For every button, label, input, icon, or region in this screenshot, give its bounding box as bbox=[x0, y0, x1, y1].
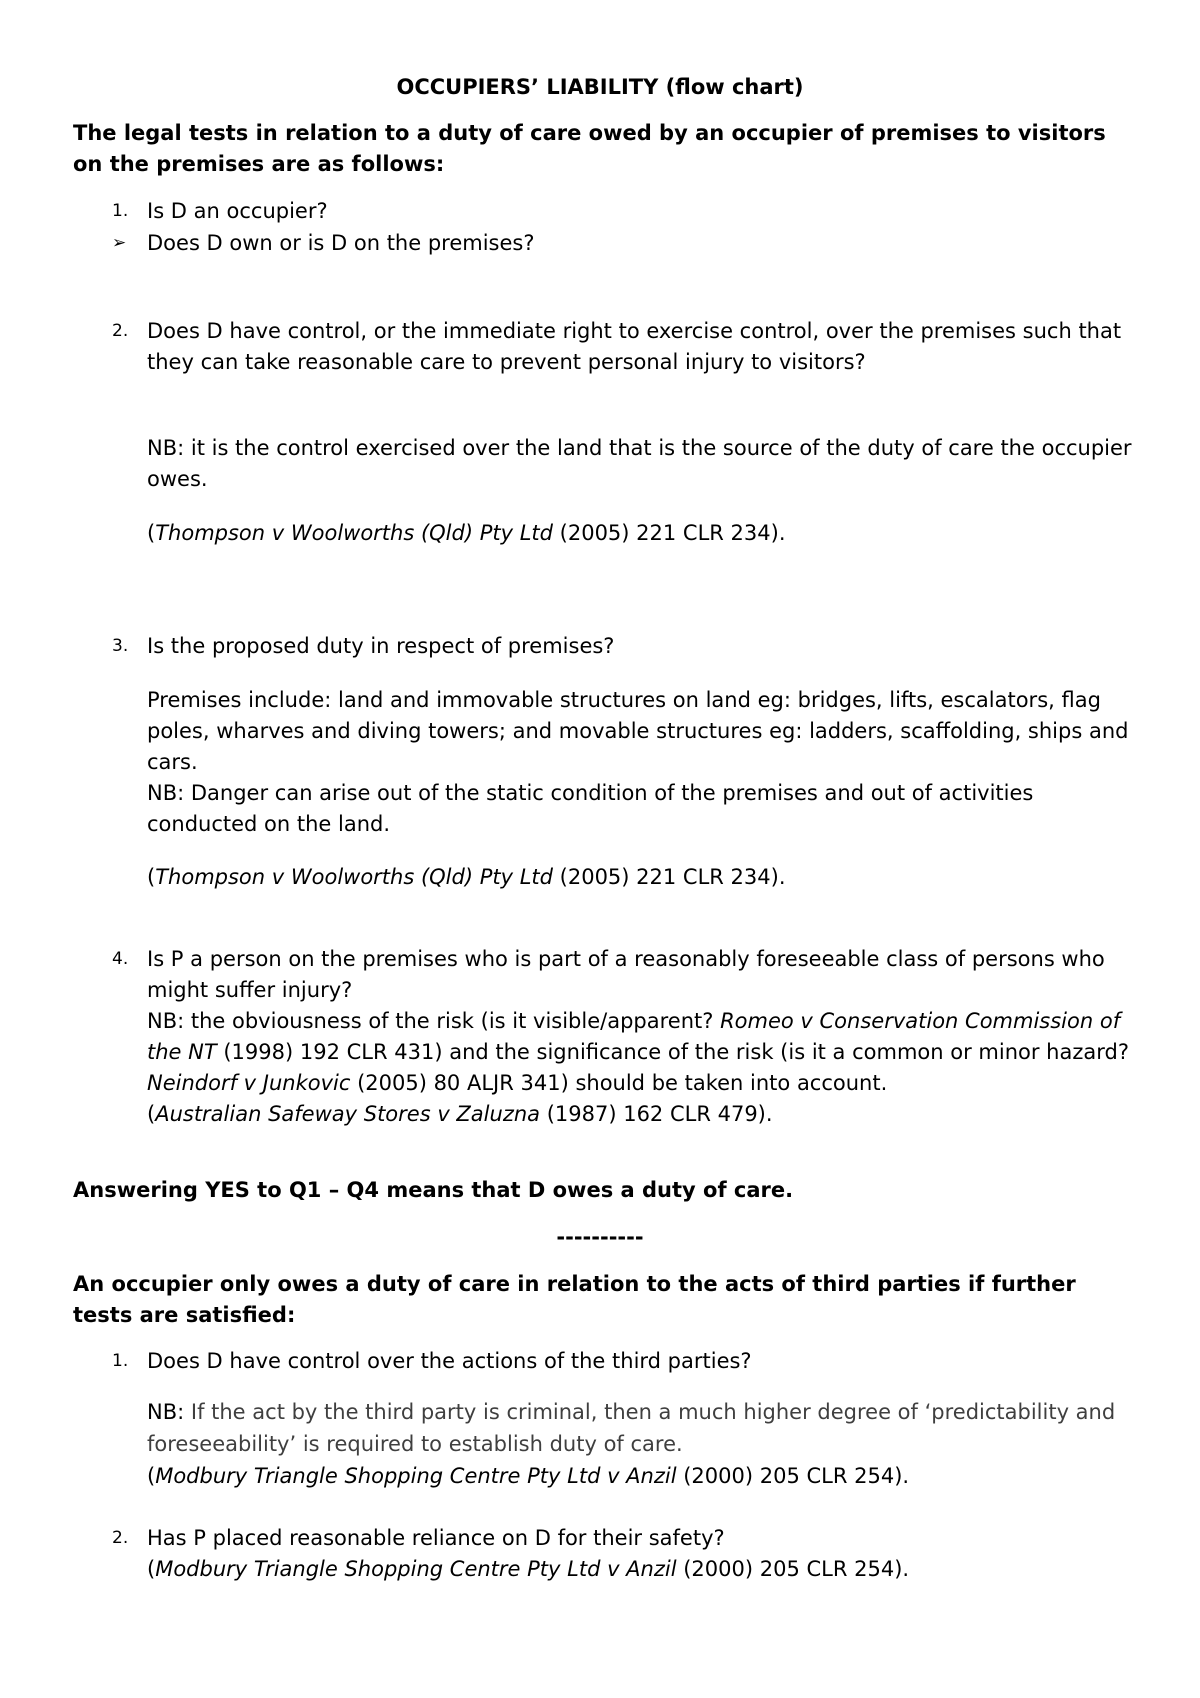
third-party-nb-block bbox=[147, 1396, 1137, 1492]
third-party-heading: An occupier only owes a duty of care in relation to the acts of third parties if further tests are satisfied: bbox=[73, 1272, 1076, 1327]
premises-definition: Premises include: land and immovable structures on land eg: bridges, lifts, escalators, flag poles, wharves and diving towers; and movable structures eg: ladders, scaffolding, ships and cars. bbox=[147, 688, 1129, 774]
third-party-question-2: Has P placed reasonable reliance on D for their safety? bbox=[147, 1526, 725, 1550]
question-4: Is P a person on the premises who is part of a reasonably foreseeable class of persons who might suffer injury? bbox=[147, 947, 1105, 1002]
bullet-item: Does D own or is D on the premises? bbox=[147, 231, 535, 255]
nb-note: NB: it is the control exercised over the land that is the source of the duty of care the occupier owes. bbox=[147, 436, 1132, 491]
third-party-question-2-block bbox=[147, 1523, 1137, 1585]
case-citation: (Thompson v Woolworths (Qld) Pty Ltd (2005) 221 CLR 234). bbox=[147, 521, 786, 545]
list-number: 1. bbox=[112, 1351, 129, 1371]
list-number: 1. bbox=[112, 201, 129, 221]
conclusion: Answering YES to Q1 – Q4 means that D owes a duty of care. bbox=[73, 1178, 794, 1202]
question-2: Does D have control, or the immediate right to exercise control, over the premises such that they can take reasonable care to prevent personal injury to visitors? bbox=[147, 319, 1122, 374]
case-citation: (Modbury Triangle Shopping Centre Pty Ltd v Anzil (2000) 205 CLR 254). bbox=[147, 1464, 910, 1488]
question-3: Is the proposed duty in respect of premises? bbox=[147, 634, 615, 658]
list-number: 3. bbox=[112, 636, 129, 656]
case-citation: (Modbury Triangle Shopping Centre Pty Ltd v Anzil (2000) 205 CLR 254). bbox=[147, 1557, 910, 1581]
document-title: OCCUPIERS’ LIABILITY (flow chart) bbox=[396, 75, 804, 99]
list-number: 2. bbox=[112, 321, 129, 341]
arrowhead-bullet-icon: ➢ bbox=[112, 233, 127, 253]
list-number: 4. bbox=[112, 949, 129, 969]
question-1: Is D an occupier? bbox=[147, 199, 328, 223]
separator: ---------- bbox=[556, 1225, 644, 1249]
case-citation: (Thompson v Woolworths (Qld) Pty Ltd (2005) 221 CLR 234). bbox=[147, 865, 786, 889]
intro-heading: The legal tests in relation to a duty of care owed by an occupier of premises to visitors on the premises are as follows: bbox=[73, 121, 1106, 176]
list-number: 2. bbox=[112, 1528, 129, 1548]
nb-note: NB: the obviousness of the risk (is it visible/apparent? Romeo v Conservation Commission of the NT (1998) 192 CLR 431) and the significance of the risk (is it a common or minor hazard? Neindorf v Junkovic (2005) 80 ALJR 341) should be taken into account. bbox=[147, 1009, 1129, 1095]
case-citation: (Australian Safeway Stores v Zaluzna (1987) 162 CLR 479). bbox=[147, 1102, 773, 1126]
nb-note: NB: If the act by the third party is criminal, then a much higher degree of ‘predictability and foreseeability’ is required to establish duty of care. bbox=[147, 1400, 1116, 1456]
third-party-question-1: Does D have control over the actions of the third parties? bbox=[147, 1349, 752, 1373]
nb-note: NB: Danger can arise out of the static condition of the premises and out of activities conducted on the land. bbox=[147, 781, 1034, 836]
question-4-block bbox=[147, 944, 1137, 1130]
